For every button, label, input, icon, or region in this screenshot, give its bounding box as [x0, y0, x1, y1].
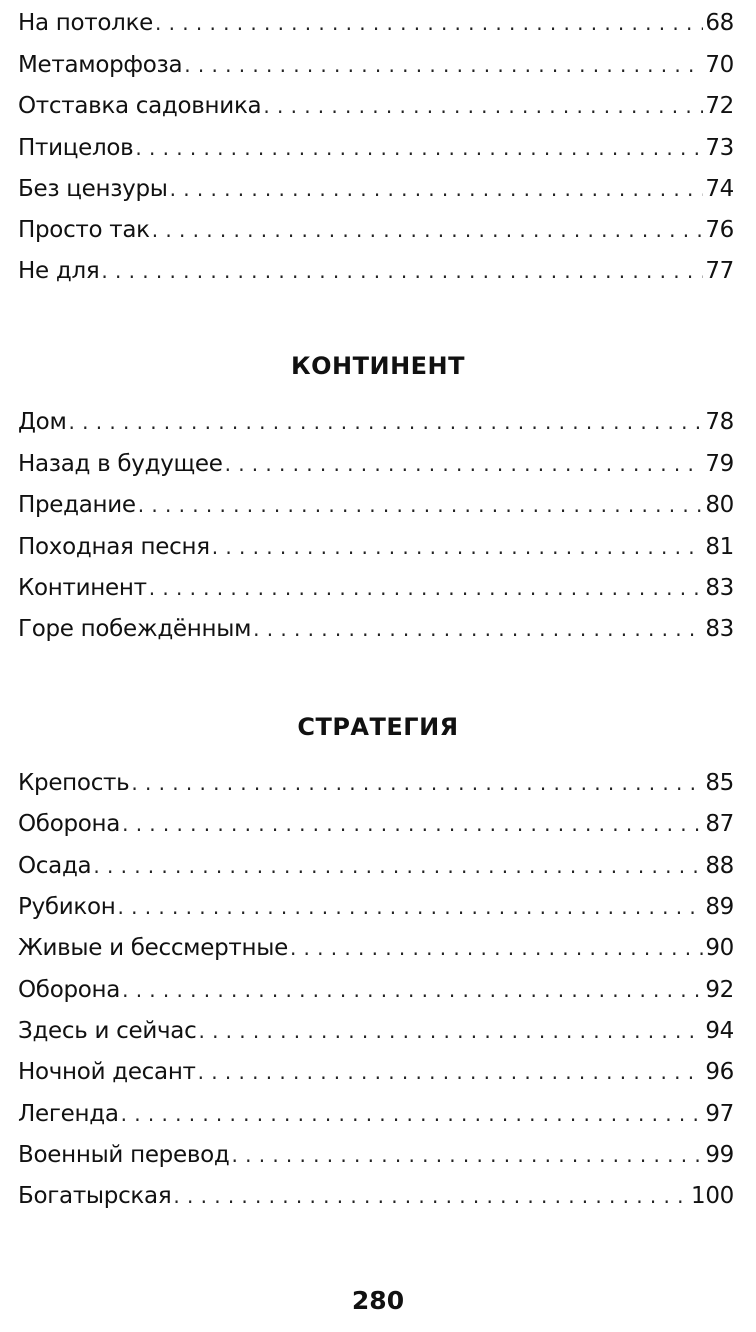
- toc-entry-title: Без цензуры: [18, 176, 168, 202]
- dot-leader: [155, 6, 703, 40]
- toc-entry-title: Походная песня: [18, 534, 210, 560]
- toc-entry-title: Осада: [18, 853, 92, 879]
- toc-entry: [18, 447, 734, 481]
- toc-entry-title: Легенда: [18, 1101, 119, 1127]
- dot-leader: [184, 48, 703, 82]
- dot-leader: [198, 1055, 704, 1089]
- toc-entry-page: 72: [705, 93, 734, 119]
- dot-leader: [131, 766, 703, 800]
- toc-entry: [18, 1055, 734, 1089]
- toc-entry-page: 92: [705, 977, 734, 1003]
- toc-entry: [18, 131, 734, 165]
- dot-leader: [198, 1014, 703, 1048]
- dot-leader: [170, 172, 704, 206]
- toc-entry-page: 96: [705, 1059, 734, 1085]
- dot-leader: [122, 973, 703, 1007]
- toc-entry-page: 85: [705, 770, 734, 796]
- dot-leader: [135, 131, 703, 165]
- toc-entry-title: Богатырская: [18, 1183, 172, 1209]
- toc-entry: [18, 405, 734, 439]
- toc-entry-page: 99: [705, 1142, 734, 1168]
- toc-entry: [18, 1138, 734, 1172]
- dot-leader: [138, 488, 704, 522]
- toc-entry: [18, 849, 734, 883]
- toc-entry: [18, 931, 734, 965]
- toc-entry-page: 76: [705, 217, 734, 243]
- toc-entry: [18, 530, 734, 564]
- toc-entry-page: 81: [705, 534, 734, 560]
- toc-entry: [18, 612, 734, 646]
- toc-entry-page: 87: [705, 811, 734, 837]
- page-number: 280: [351, 1286, 405, 1315]
- toc-entry: [18, 1097, 734, 1131]
- dot-leader: [263, 89, 703, 123]
- toc-entry-page: 73: [705, 135, 734, 161]
- toc-entry-page: 83: [705, 616, 734, 642]
- toc-entry-title: Живые и бессмертные: [18, 935, 288, 961]
- dot-leader: [231, 1138, 703, 1172]
- toc-entry-title: Континент: [18, 575, 147, 601]
- toc-entry-page: 77: [705, 258, 734, 284]
- section-heading: КОНТИНЕНТ: [291, 352, 465, 380]
- toc-entry-page: 89: [705, 894, 734, 920]
- toc-entry-title: Здесь и сейчас: [18, 1018, 197, 1044]
- dot-leader: [152, 213, 704, 247]
- toc-entry-page: 83: [705, 575, 734, 601]
- dot-leader: [173, 1179, 689, 1213]
- toc-entry: [18, 807, 734, 841]
- dot-leader: [212, 530, 704, 564]
- toc-entry-title: Ночной десант: [18, 1059, 196, 1085]
- toc-entry-page: 70: [705, 52, 734, 78]
- toc-entry: [18, 1179, 734, 1213]
- toc-entry: [18, 89, 734, 123]
- toc-entry: [18, 48, 734, 82]
- toc-entry-page: 97: [705, 1101, 734, 1127]
- toc-entry-page: 80: [705, 492, 734, 518]
- toc-entry-page: 88: [705, 853, 734, 879]
- dot-leader: [122, 807, 703, 841]
- toc-entry: [18, 172, 734, 206]
- toc-entry-title: Горе побеждённым: [18, 616, 252, 642]
- toc-entry: [18, 890, 734, 924]
- section-heading: СТРАТЕГИЯ: [297, 713, 459, 741]
- toc-entry-title: Крепость: [18, 770, 130, 796]
- dot-leader: [149, 571, 704, 605]
- toc-entry: [18, 766, 734, 800]
- toc-entry-title: Оборона: [18, 977, 121, 1003]
- toc-entry-page: 79: [705, 451, 734, 477]
- toc-entry-page: 74: [705, 176, 734, 202]
- toc-entry-page: 94: [705, 1018, 734, 1044]
- toc-entry: [18, 6, 734, 40]
- dot-leader: [253, 612, 703, 646]
- toc-entry-title: Отставка садовника: [18, 93, 262, 119]
- toc-entry: [18, 213, 734, 247]
- toc-entry-title: Дом: [18, 409, 67, 435]
- toc-entry-title: На потолке: [18, 10, 154, 36]
- toc-entry-page: 78: [705, 409, 734, 435]
- dot-leader: [118, 890, 704, 924]
- toc-entry-title: Просто так: [18, 217, 150, 243]
- toc-entry-page: 90: [705, 935, 734, 961]
- dot-leader: [121, 1097, 704, 1131]
- toc-entry-title: Не для: [18, 258, 100, 284]
- toc-entry-title: Назад в будущее: [18, 451, 223, 477]
- toc-entry-title: Предание: [18, 492, 136, 518]
- toc-entry-title: Военный перевод: [18, 1142, 230, 1168]
- toc-entry-page: 68: [705, 10, 734, 36]
- toc-entry-page: 100: [691, 1183, 734, 1209]
- toc-entry-title: Птицелов: [18, 135, 134, 161]
- dot-leader: [290, 931, 703, 965]
- toc-entry-title: Оборона: [18, 811, 121, 837]
- toc-entry: [18, 488, 734, 522]
- toc-entry-title: Метаморфоза: [18, 52, 183, 78]
- dot-leader: [93, 849, 703, 883]
- toc-entry: [18, 254, 734, 288]
- dot-leader: [225, 447, 704, 481]
- dot-leader: [101, 254, 703, 288]
- dot-leader: [69, 405, 704, 439]
- toc-entry: [18, 973, 734, 1007]
- toc-entry: [18, 571, 734, 605]
- toc-entry-title: Рубикон: [18, 894, 116, 920]
- toc-entry: [18, 1014, 734, 1048]
